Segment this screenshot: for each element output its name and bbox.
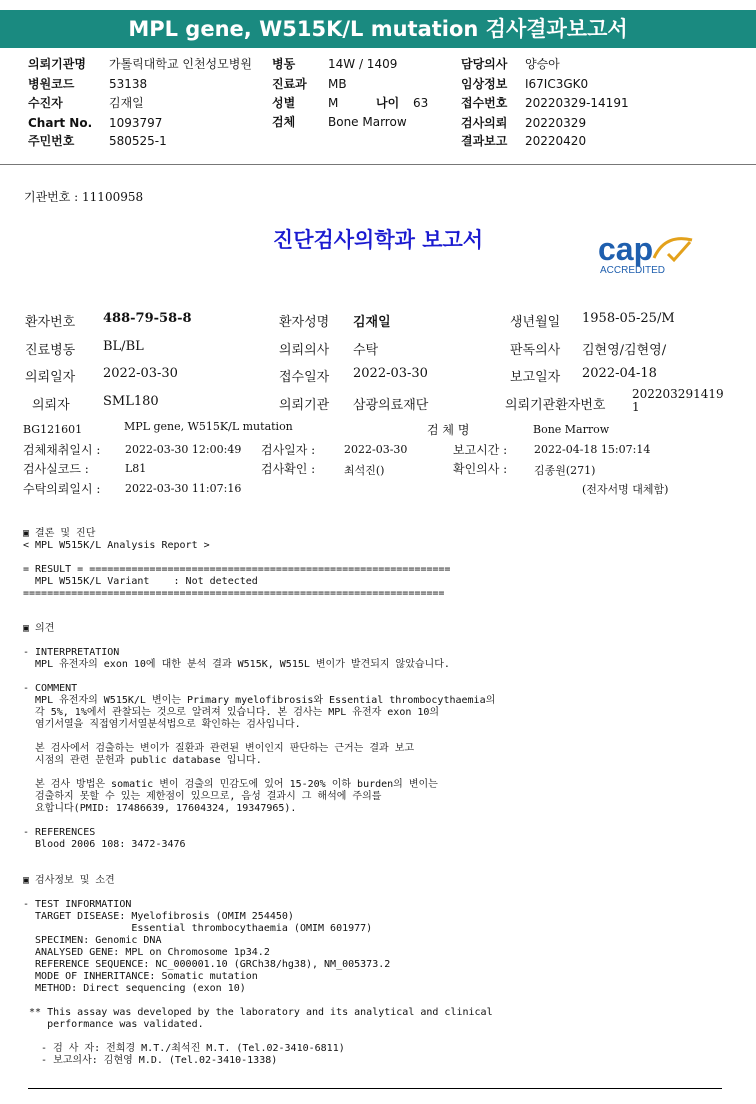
cap-logo-subtext: ACCREDITED — [600, 265, 666, 276]
patient-value: SML180 — [103, 394, 159, 409]
patient-value: 2022-04-18 — [582, 366, 657, 381]
test-information: - TEST INFORMATION TARGET DISEASE: Myelofibrosis (OMIM 254450) Essential thrombocythaemia (OMIM 601977) SPECIMEN: Genomic DNA ANALYSED GENE: MPL on Chromosome 1p34.2 REFERENCE SEQUENCE: NC_000001.10 (GRCh38/hg38), NM_005373.2 MODE OF INHERITANCE: Somatic mutation METHOD: Direct sequencing (exon 10) — [23, 899, 391, 994]
header-value: 580525-1 — [109, 134, 167, 148]
header-value: M — [328, 96, 339, 110]
comment: - COMMENT MPL 유전자의 W515K/L 변이는 Primary myelofibrosis와 Essential thrombocythaemia의 각 5%, 1%에서 관찰되는 것으로 알려져 있습니다. 본 검사는 MPL 유전자 exon 10의 염기서열을 직접염기서열분석법으로 확인하는 검사입니다. 본 검사에서 검출하는 변이가 질환과 관련된 변이인지 판단하는 근거는 결과 보고 시점의 관련 문헌과 public database 입니다. 본 검사 방법은 somatic 변이 검출의 민감도에 있어 15-20% 이하 burden의 변이는 검출하지 못할 수 있는 제한점이 있으므로, 음성 결과시 그 해석에 주의를 요합니다(PMID: 17486639, 17604324, 19347965). — [23, 683, 496, 814]
test-value: 2022-04-18 15:07:14 — [534, 443, 651, 456]
section-test-info: ▣ 검사정보 및 소견 — [23, 875, 115, 886]
header-value: 김재일 — [109, 96, 144, 110]
header-label: 검체 — [272, 115, 296, 129]
patient-label: 환자성명 — [279, 315, 330, 330]
header-value: 14W / 1409 — [328, 57, 398, 71]
test-value: 2022-03-30 12:00:49 — [125, 443, 242, 456]
header-label: 검사의뢰 — [461, 116, 508, 130]
patient-label: 생년월일 — [510, 315, 561, 330]
test-value: 김종원(271) — [534, 464, 596, 477]
validation-note: ** This assay was developed by the laboratory and its analytical and clinical performance was validated. — [29, 1007, 493, 1030]
patient-label: 보고일자 — [510, 370, 561, 385]
references: - REFERENCES Blood 2006 108: 3472-3476 — [23, 827, 186, 850]
header-value: 양승아 — [525, 57, 560, 71]
patient-value: 김재일 — [353, 315, 391, 330]
patient-value: 2022-03-30 — [103, 366, 178, 381]
header-value: 20220420 — [525, 134, 587, 148]
section-conclusion: ▣ 결론 및 진단 < MPL W515K/L Analysis Report > — [23, 528, 210, 551]
section-opinion: ▣ 의견 — [23, 623, 55, 634]
header-label: 의뢰기관명 — [28, 57, 86, 71]
header-value: I67IC3GK0 — [525, 77, 589, 91]
test-label: 검체채취일시 : — [23, 443, 101, 457]
header-divider — [0, 164, 756, 165]
header-value: 가톨릭대학교 인천성모병원 — [109, 57, 252, 71]
header-label: 접수번호 — [461, 96, 508, 110]
header-value: 20220329-14191 — [525, 96, 629, 110]
header-value: MB — [328, 77, 347, 91]
signatures: - 검 사 자: 전희경 M.T./최석진 M.T. (Tel.02-3410-6811) - 보고의사: 김현영 M.D. (Tel.02-3410-1338) — [41, 1043, 345, 1066]
patient-value: 202203291419 1 — [632, 387, 724, 414]
header-value: Bone Marrow — [328, 115, 407, 129]
patient-value: 수탁 — [353, 343, 379, 358]
test-label: 검사일자 : — [261, 443, 316, 457]
header-label: 나이 — [376, 96, 400, 110]
report-banner-title: MPL gene, W515K/L mutation 검사결과보고서 — [0, 10, 756, 48]
header-label: 담당의사 — [461, 57, 508, 71]
header-label: 병동 — [272, 57, 296, 71]
header-label: 병원코드 — [28, 77, 75, 91]
patient-label: 접수일자 — [279, 370, 330, 385]
test-value: 2022-03-30 11:07:16 — [125, 482, 242, 495]
cap-logo-word: cap — [598, 231, 654, 267]
header-label: Chart No. — [28, 116, 93, 130]
header-label: 수진자 — [28, 96, 63, 110]
header-value: 63 — [413, 96, 429, 110]
test-name: MPL gene, W515K/L mutation — [124, 420, 293, 433]
patient-value: BL/BL — [103, 339, 144, 354]
interpretation: - INTERPRETATION MPL 유전자의 exon 10에 대한 분석 결과 W515K, W515L 변이가 발견되지 않았습니다. — [23, 647, 450, 670]
specimen-value: Bone Marrow — [533, 423, 610, 436]
test-label: 확인의사 : — [453, 462, 508, 476]
test-value: 최석진() — [344, 464, 385, 477]
bottom-divider — [28, 1088, 722, 1089]
patient-label: 의뢰의사 — [279, 343, 330, 358]
patient-value: 1958-05-25/M — [582, 311, 675, 326]
patient-value: 488-79-58-8 — [103, 311, 192, 326]
header-value: 53138 — [109, 77, 148, 91]
test-label: 검사실코드 : — [23, 462, 89, 476]
patient-value: 김현영/김현영/ — [582, 343, 667, 358]
header-label: 임상정보 — [461, 77, 508, 91]
test-label: 수탁의뢰일시 : — [23, 482, 101, 496]
header-value: 20220329 — [525, 116, 587, 130]
patient-label: 의뢰자 — [32, 398, 70, 413]
report-title: 진단검사의학과 보고서 — [272, 227, 484, 252]
test-code: BG121601 — [23, 423, 83, 436]
header-label: 주민번호 — [28, 134, 75, 148]
header-label: 진료과 — [272, 77, 307, 91]
test-value: L81 — [125, 462, 147, 475]
patient-label: 의뢰기관 — [279, 398, 330, 413]
patient-label: 판독의사 — [510, 343, 561, 358]
institution-number: 기관번호 : 11100958 — [24, 190, 144, 204]
specimen-label: 검 체 명 — [427, 423, 470, 437]
patient-label: 의뢰기관환자번호 — [505, 398, 606, 413]
test-label: 검사확인 : — [261, 462, 316, 476]
cap-accredited-logo — [596, 230, 696, 278]
patient-label: 진료병동 — [25, 343, 76, 358]
electronic-signature-note: (전자서명 대체함) — [582, 483, 669, 496]
test-value: 2022-03-30 — [344, 443, 408, 456]
test-label: 보고시간 : — [453, 443, 508, 457]
patient-value: 2022-03-30 — [353, 366, 428, 381]
patient-label: 환자번호 — [25, 315, 76, 330]
header-label: 성별 — [272, 96, 296, 110]
patient-value: 삼광의료재단 — [353, 398, 429, 413]
header-value: 1093797 — [109, 116, 163, 130]
patient-label: 의뢰일자 — [25, 370, 76, 385]
result-block: = RESULT = ============================================================ MPL W515K/L Variant : Not detected ====================================================================== — [23, 564, 451, 599]
header-label: 결과보고 — [461, 134, 508, 148]
